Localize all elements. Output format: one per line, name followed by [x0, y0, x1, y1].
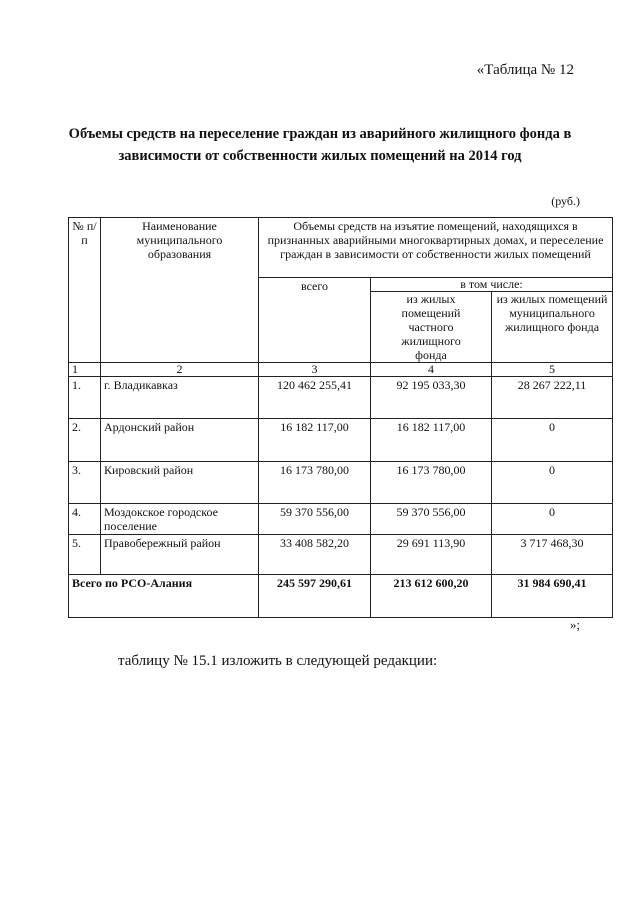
- header-private: из жилых помещений частного жилищного фонда: [371, 292, 492, 363]
- closing-quote: »;: [569, 617, 580, 632]
- row-name: г. Владикавказ: [101, 377, 259, 419]
- row-municipal: 0: [492, 504, 613, 535]
- column-number: 5: [492, 363, 613, 377]
- row-total: 59 370 556,00: [259, 504, 371, 535]
- row-number: 1.: [69, 377, 101, 419]
- totals-municipal: 31 984 690,41: [492, 575, 613, 618]
- row-total: 120 462 255,41: [259, 377, 371, 419]
- column-number: 3: [259, 363, 371, 377]
- header-row-1: [69, 218, 613, 278]
- row-municipal: 0: [492, 419, 613, 462]
- column-number: 4: [371, 363, 492, 377]
- table-row: [69, 377, 613, 419]
- totals-private: 213 612 600,20: [371, 575, 492, 618]
- row-number: 5.: [69, 535, 101, 575]
- header-municipal: из жилых помещений муниципального жилищного фонда: [492, 292, 613, 363]
- totals-label: Всего по РСО-Алания: [69, 575, 259, 618]
- header-volumes: Объемы средств на изъятие помещений, находящихся в признанных аварийными многоквартирных домах, и переселение граждан в зависимости от собственности жилых помещений: [259, 218, 613, 278]
- table-row: [69, 462, 613, 504]
- row-name: Моздокское городское поселение: [101, 504, 259, 535]
- column-number: 1: [69, 363, 101, 377]
- table-row: [69, 504, 613, 535]
- row-municipal: 28 267 222,11: [492, 377, 613, 419]
- row-private: 16 182 117,00: [371, 419, 492, 462]
- row-number: 2.: [69, 419, 101, 462]
- row-name: Кировский район: [101, 462, 259, 504]
- header-num: № п/п: [69, 218, 101, 363]
- row-number: 3.: [69, 462, 101, 504]
- column-number-row: [69, 363, 613, 377]
- totals-row: [69, 575, 613, 618]
- row-total: 33 408 582,20: [259, 535, 371, 575]
- currency-unit: (руб.): [551, 194, 580, 208]
- row-name: Правобережный район: [101, 535, 259, 575]
- row-total: 16 173 780,00: [259, 462, 371, 504]
- row-private: 29 691 113,90: [371, 535, 492, 575]
- funding-table: [68, 217, 613, 618]
- header-total: всего: [259, 278, 371, 363]
- column-number: 2: [101, 363, 259, 377]
- row-municipal: 0: [492, 462, 613, 504]
- row-total: 16 182 117,00: [259, 419, 371, 462]
- header-including: в том числе:: [371, 278, 613, 292]
- row-name: Ардонский район: [101, 419, 259, 462]
- row-private: 92 195 033,30: [371, 377, 492, 419]
- row-private: 59 370 556,00: [371, 504, 492, 535]
- next-instruction: таблицу № 15.1 изложить в следующей редакции:: [118, 653, 438, 669]
- row-municipal: 3 717 468,30: [492, 535, 613, 575]
- row-number: 4.: [69, 504, 101, 535]
- table-reference: «Таблица № 12: [476, 62, 574, 78]
- table-row: [69, 419, 613, 462]
- totals-total: 245 597 290,61: [259, 575, 371, 618]
- table-row: [69, 535, 613, 575]
- header-name: Наименование муниципального образования: [101, 218, 259, 363]
- row-private: 16 173 780,00: [371, 462, 492, 504]
- document-title: Объемы средств на переселение граждан из аварийного жилищного фонда в зависимости от собственности жилых помещений на 2014 год: [68, 126, 572, 164]
